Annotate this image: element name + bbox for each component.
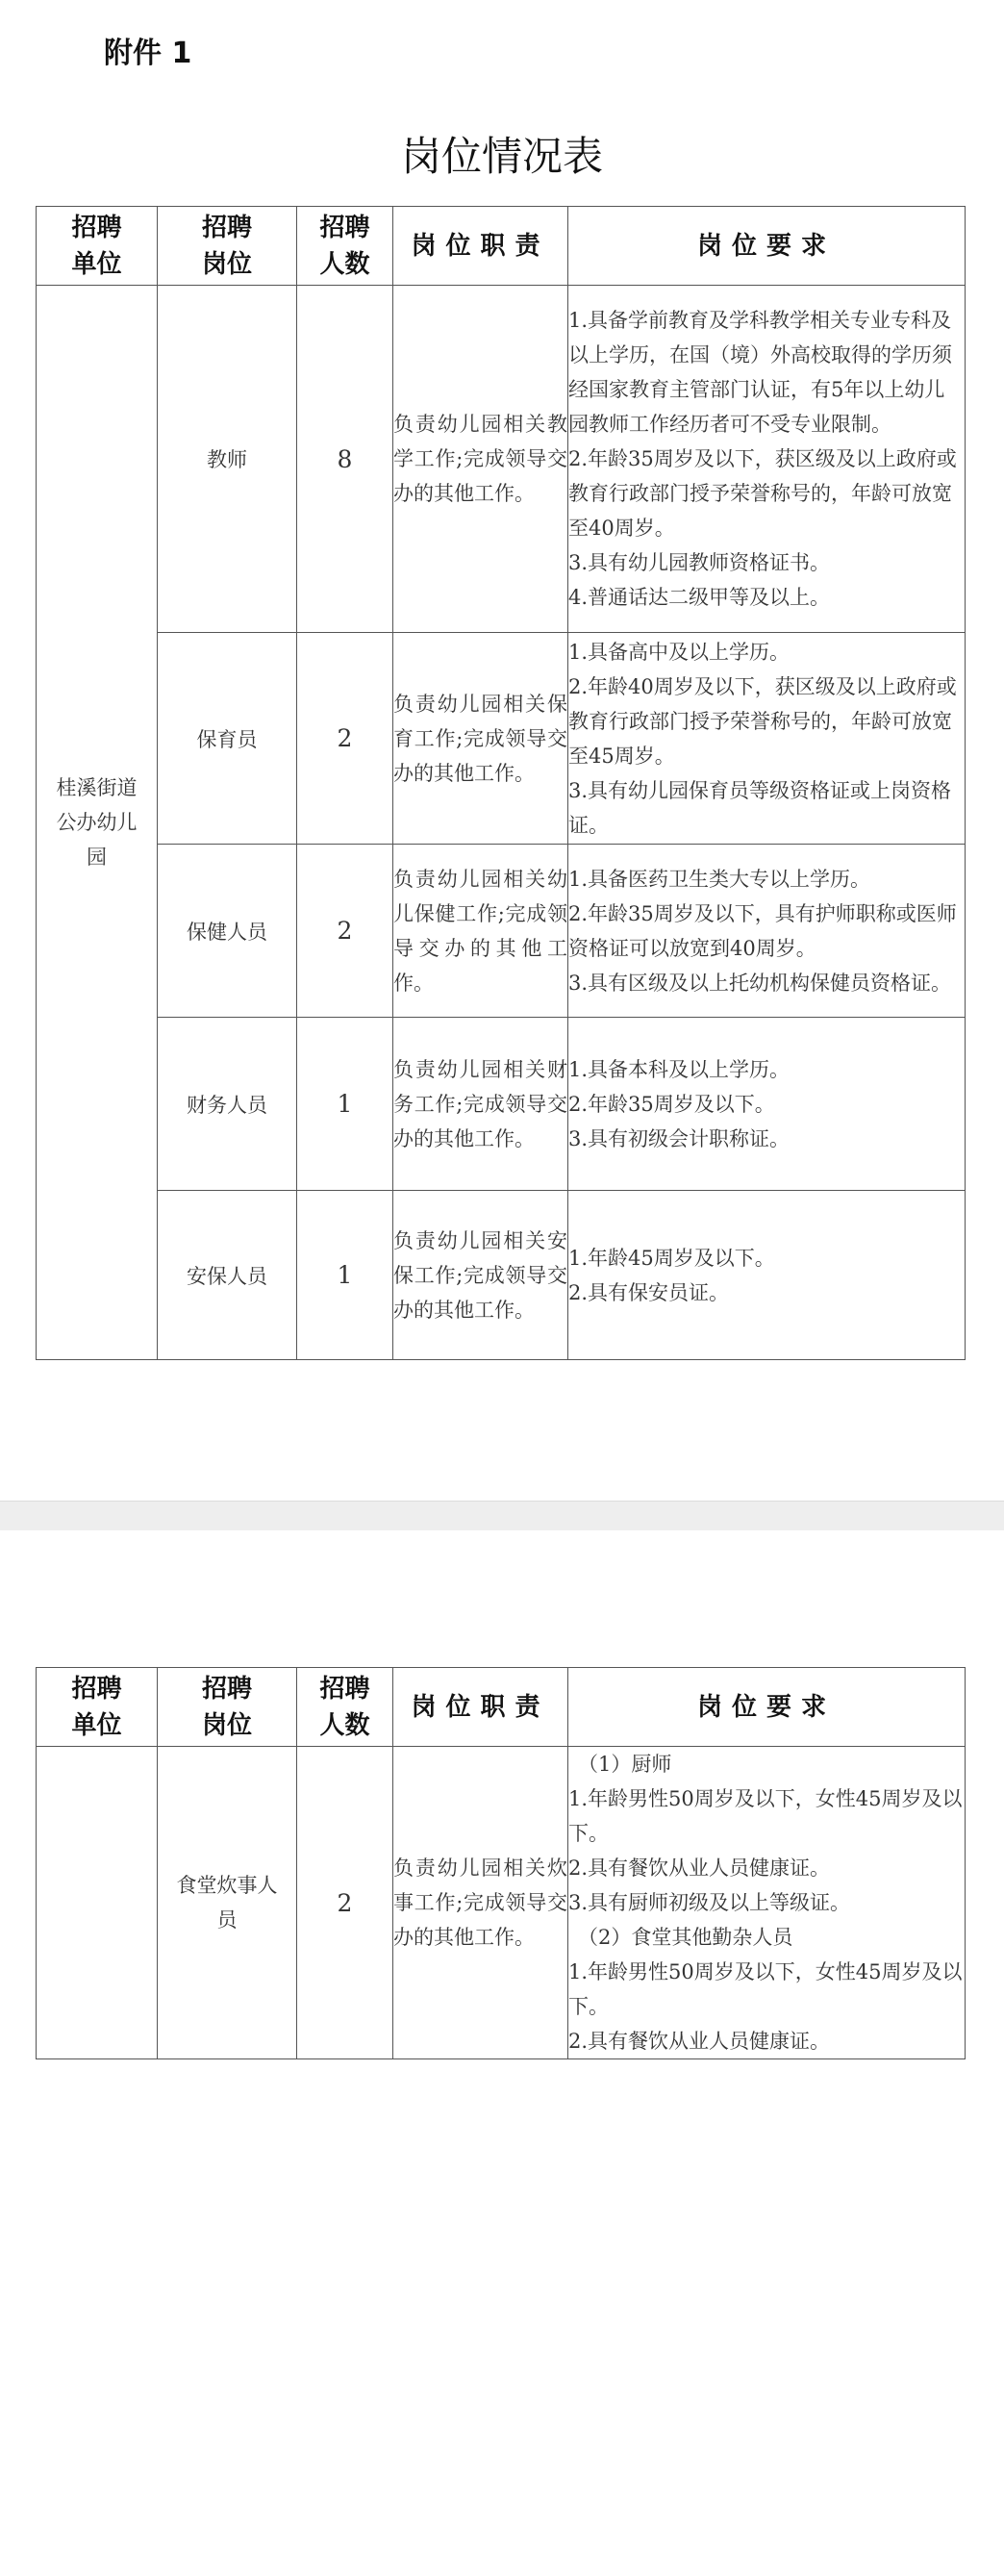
table-row: [37, 286, 966, 633]
post-name: 教师: [158, 286, 297, 633]
unit-name-empty: [37, 1747, 158, 2059]
header-post: 招聘 岗位: [158, 207, 297, 286]
table-row: [37, 1018, 966, 1191]
post-count: 2: [297, 1747, 393, 2059]
post-requirements: 1.具备医药卫生类大专以上学历。 2.年龄35周岁及以下，具有护师职称或医师资格证可以放宽到40周岁。 3.具有区级及以上托幼机构保健员资格证。: [568, 845, 966, 1018]
post-requirements: 1.具备高中及以上学历。 2.年龄40周岁及以下，获区级及以上政府或教育行政部门授予荣誉称号的，年龄可放宽至45周岁。 3.具有幼儿园保育员等级资格证或上岗资格证。: [568, 633, 966, 845]
table-row: [37, 1191, 966, 1360]
header-req: 岗位要求: [568, 207, 966, 286]
header-count: 招聘 人数: [297, 1668, 393, 1747]
post-requirements: 1.年龄45周岁及以下。 2.具有保安员证。: [568, 1191, 966, 1360]
post-name: 保育员: [158, 633, 297, 845]
post-requirements: 1.具备本科及以上学历。 2.年龄35周岁及以下。 3.具有初级会计职称证。: [568, 1018, 966, 1191]
table-row: [37, 1747, 966, 2059]
table-row: [37, 845, 966, 1018]
post-name: 安保人员: [158, 1191, 297, 1360]
post-duty: 负责幼儿园相关财务工作;完成领导交办的其他工作。: [393, 1018, 568, 1191]
post-count: 1: [297, 1191, 393, 1360]
header-count: 招聘 人数: [297, 207, 393, 286]
header-duty: 岗位职责: [393, 1668, 568, 1747]
post-duty: 负责幼儿园相关安保工作;完成领导交办的其他工作。: [393, 1191, 568, 1360]
post-name: 食堂炊事人员: [158, 1747, 297, 2059]
page-title: 岗位情况表: [400, 133, 603, 180]
post-requirements: （1）厨师 1.年龄男性50周岁及以下，女性45周岁及以下。 2.具有餐饮从业人员健康证。 3.具有厨师初级及以上等级证。 （2）食堂其他勤杂人员 1.年龄男性50周岁及以下，女性45周岁及以下。 2.具有餐饮从业人员健康证。: [568, 1747, 966, 2059]
post-name: 保健人员: [158, 845, 297, 1018]
post-count: 2: [297, 633, 393, 845]
post-duty: 负责幼儿园相关炊事工作;完成领导交办的其他工作。: [393, 1747, 568, 2059]
header-unit: 招聘 单位: [37, 1668, 158, 1747]
post-name: 财务人员: [158, 1018, 297, 1191]
post-count: 1: [297, 1018, 393, 1191]
post-duty: 负责幼儿园相关教学工作;完成领导交办的其他工作。: [393, 286, 568, 633]
page-gap: [0, 1501, 1004, 1531]
table-row: [37, 633, 966, 845]
post-duty: 负责幼儿园相关保育工作;完成领导交办的其他工作。: [393, 633, 568, 845]
post-requirements: 1.具备学前教育及学科教学相关专业专科及以上学历，在国（境）外高校取得的学历须经国家教育主管部门认证，有5年以上幼儿园教师工作经历者可不受专业限制。 2.年龄35周岁及以下，获区级及以上政府或教育行政部门授予荣誉称号的，年龄可放宽至40周岁。 3.具有幼儿园教师资格证书。 4.普通话达二级甲等及以上。: [568, 286, 966, 633]
post-count: 8: [297, 286, 393, 633]
positions-table-continued: [36, 1667, 966, 2059]
header-duty: 岗位职责: [393, 207, 568, 286]
post-count: 2: [297, 845, 393, 1018]
unit-name: 桂溪街道公办幼儿园: [37, 286, 158, 1360]
table-header-row: [37, 1668, 966, 1747]
post-duty: 负责幼儿园相关幼儿保健工作;完成领导交办的其他工作。: [393, 845, 568, 1018]
table-header-row: [37, 207, 966, 286]
header-unit: 招聘 单位: [37, 207, 158, 286]
annex-label: 附件 1: [104, 37, 192, 70]
header-req: 岗位要求: [568, 1668, 966, 1747]
positions-table: [36, 206, 966, 1360]
header-post: 招聘 岗位: [158, 1668, 297, 1747]
